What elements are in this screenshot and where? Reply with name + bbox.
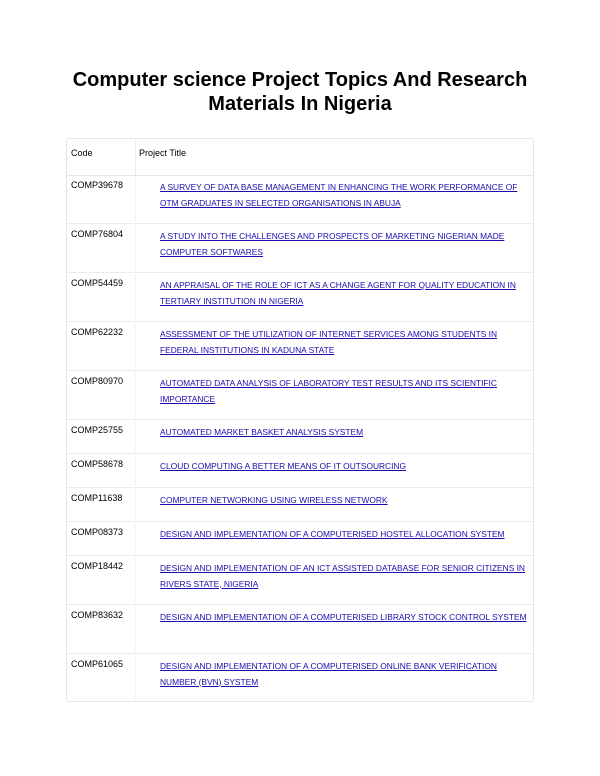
- column-header-project-title: Project Title: [139, 148, 187, 158]
- table-row: [67, 654, 533, 701]
- row-code: COMP83632: [71, 610, 124, 620]
- project-title-link[interactable]: AUTOMATED DATA ANALYSIS OF LABORATORY TEST RESULTS AND ITS SCIENTIFIC IMPORTANCE: [160, 378, 497, 404]
- project-table: [66, 138, 534, 702]
- column-divider: [135, 139, 136, 175]
- row-code: COMP76804: [71, 229, 124, 239]
- row-code: COMP18442: [71, 561, 124, 571]
- row-code: COMP54459: [71, 278, 124, 288]
- row-divider: [135, 607, 136, 651]
- table-row: [67, 522, 533, 556]
- table-header: [67, 139, 533, 176]
- project-title-link[interactable]: A STUDY INTO THE CHALLENGES AND PROSPECTS OF MARKETING NIGERIAN MADE COMPUTER SOFTWARES: [160, 231, 505, 257]
- row-divider: [135, 422, 136, 451]
- row-divider: [135, 324, 136, 368]
- project-title-link[interactable]: A SURVEY OF DATA BASE MANAGEMENT IN ENHANCING THE WORK PERFORMANCE OF OTM GRADUATES IN SELECTED ORGANISATIONS IN ABUJA: [160, 182, 518, 208]
- row-code: COMP61065: [71, 659, 124, 669]
- row-code: COMP58678: [71, 459, 124, 469]
- row-code: COMP80970: [71, 376, 124, 386]
- row-code: COMP25755: [71, 425, 124, 435]
- project-title-link[interactable]: AUTOMATED MARKET BASKET ANALYSIS SYSTEM: [160, 427, 364, 437]
- project-title-link[interactable]: DESIGN AND IMPLEMENTATION OF A COMPUTERISED ONLINE BANK VERIFICATION NUMBER (BVN) SYSTEM: [160, 661, 497, 687]
- column-header-code: Code: [71, 148, 93, 158]
- row-code: COMP62232: [71, 327, 124, 337]
- page-title: Computer science Project Topics And Research Materials In Nigeria: [72, 69, 528, 115]
- project-title-link[interactable]: ASSESSMENT OF THE UTILIZATION OF INTERNET SERVICES AMONG STUDENTS IN FEDERAL INSTITUTIONS IN KADUNA STATE: [160, 329, 498, 355]
- table-row: [67, 488, 533, 522]
- row-divider: [135, 490, 136, 519]
- table-row: [67, 224, 533, 273]
- project-title-link[interactable]: DESIGN AND IMPLEMENTATION OF A COMPUTERISED HOSTEL ALLOCATION SYSTEM: [160, 529, 505, 539]
- project-title-link[interactable]: DESIGN AND IMPLEMENTATION OF AN ICT ASSISTED DATABASE FOR SENIOR CITIZENS IN RIVERS STATE, NIGERIA: [160, 563, 525, 589]
- project-title-link[interactable]: COMPUTER NETWORKING USING WIRELESS NETWORK: [160, 495, 388, 505]
- project-title-link[interactable]: AN APPRAISAL OF THE ROLE OF ICT AS A CHANGE AGENT FOR QUALITY EDUCATION IN TERTIARY INSTITUTION IN NIGERIA: [160, 280, 516, 306]
- table-row: [67, 454, 533, 488]
- table-row: [67, 420, 533, 454]
- project-title-link[interactable]: CLOUD COMPUTING A BETTER MEANS OF IT OUTSOURCING: [160, 461, 406, 471]
- row-code: COMP39678: [71, 180, 124, 190]
- table-row: [67, 175, 533, 224]
- project-title-link[interactable]: DESIGN AND IMPLEMENTATION OF A COMPUTERISED LIBRARY STOCK CONTROL SYSTEM: [160, 612, 527, 622]
- table-row: [67, 273, 533, 322]
- table-row: [67, 371, 533, 420]
- row-divider: [135, 226, 136, 270]
- row-code: COMP11638: [71, 493, 123, 503]
- table-row: [67, 322, 533, 371]
- table-row: [67, 556, 533, 605]
- row-divider: [135, 373, 136, 417]
- row-divider: [135, 558, 136, 602]
- row-divider: [135, 456, 136, 485]
- row-code: COMP08373: [71, 527, 124, 537]
- table-row: [67, 605, 533, 654]
- row-divider: [135, 656, 136, 699]
- row-divider: [135, 275, 136, 319]
- row-divider: [135, 177, 136, 221]
- row-divider: [135, 524, 136, 553]
